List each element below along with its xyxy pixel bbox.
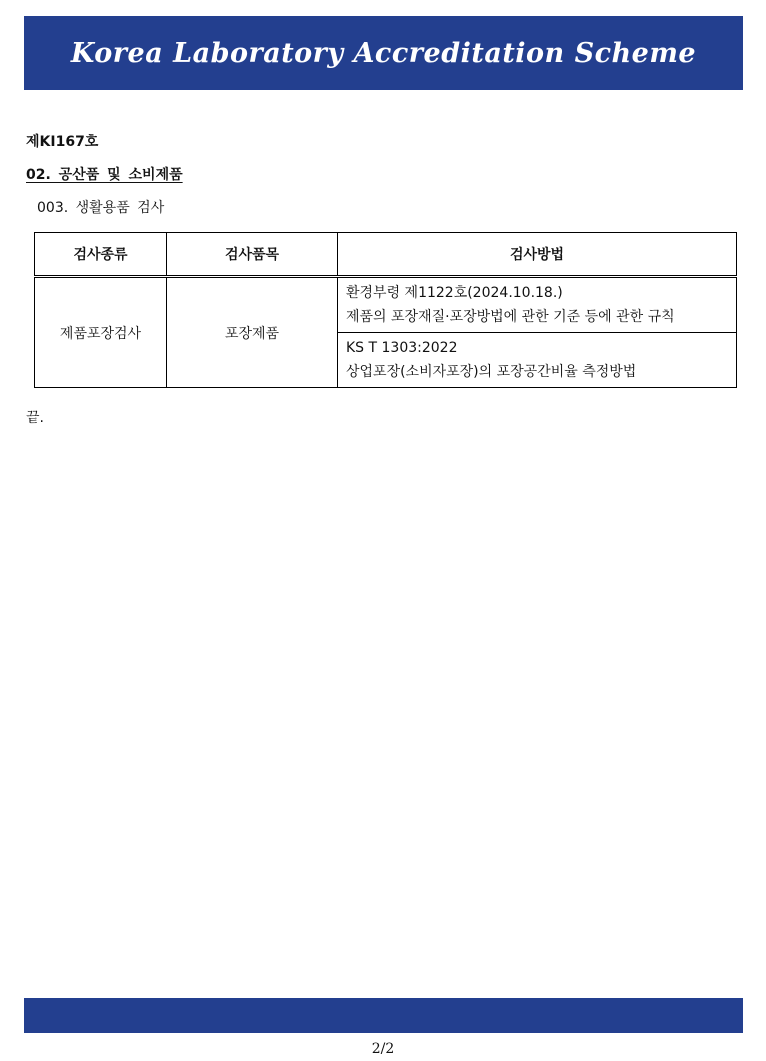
table-header-row	[35, 233, 737, 277]
header-inspection-type: 검사종류	[35, 233, 167, 277]
table-row	[35, 277, 737, 333]
cell-method-1	[338, 277, 737, 333]
inspection-table	[34, 232, 737, 388]
header-title: Korea Laboratory Accreditation Scheme	[70, 37, 697, 69]
page-number: 2/2	[371, 1041, 395, 1057]
cell-method-2	[338, 333, 737, 388]
header-band	[24, 16, 743, 90]
footer-band	[24, 998, 743, 1033]
method-2-line-1: KS T 1303:2022	[346, 340, 458, 356]
subsection-heading: 003. 생활용품 검사	[37, 200, 165, 216]
method-2-line-2: 상업포장(소비자포장)의 포장공간비율 측정방법	[346, 364, 637, 380]
section-heading: 02. 공산품 및 소비제품	[26, 167, 183, 183]
header-inspection-method: 검사방법	[338, 233, 737, 277]
document-number: 제KI167호	[26, 134, 99, 150]
method-1-line-1: 환경부령 제1122호(2024.10.18.)	[346, 285, 563, 301]
header-inspection-item: 검사품목	[167, 233, 338, 277]
cell-inspection-item: 포장제품	[167, 277, 338, 388]
cell-inspection-type: 제품포장검사	[35, 277, 167, 388]
end-mark: 끝.	[26, 410, 44, 426]
method-1-line-2: 제품의 포장재질·포장방법에 관한 기준 등에 관한 규칙	[346, 309, 675, 325]
